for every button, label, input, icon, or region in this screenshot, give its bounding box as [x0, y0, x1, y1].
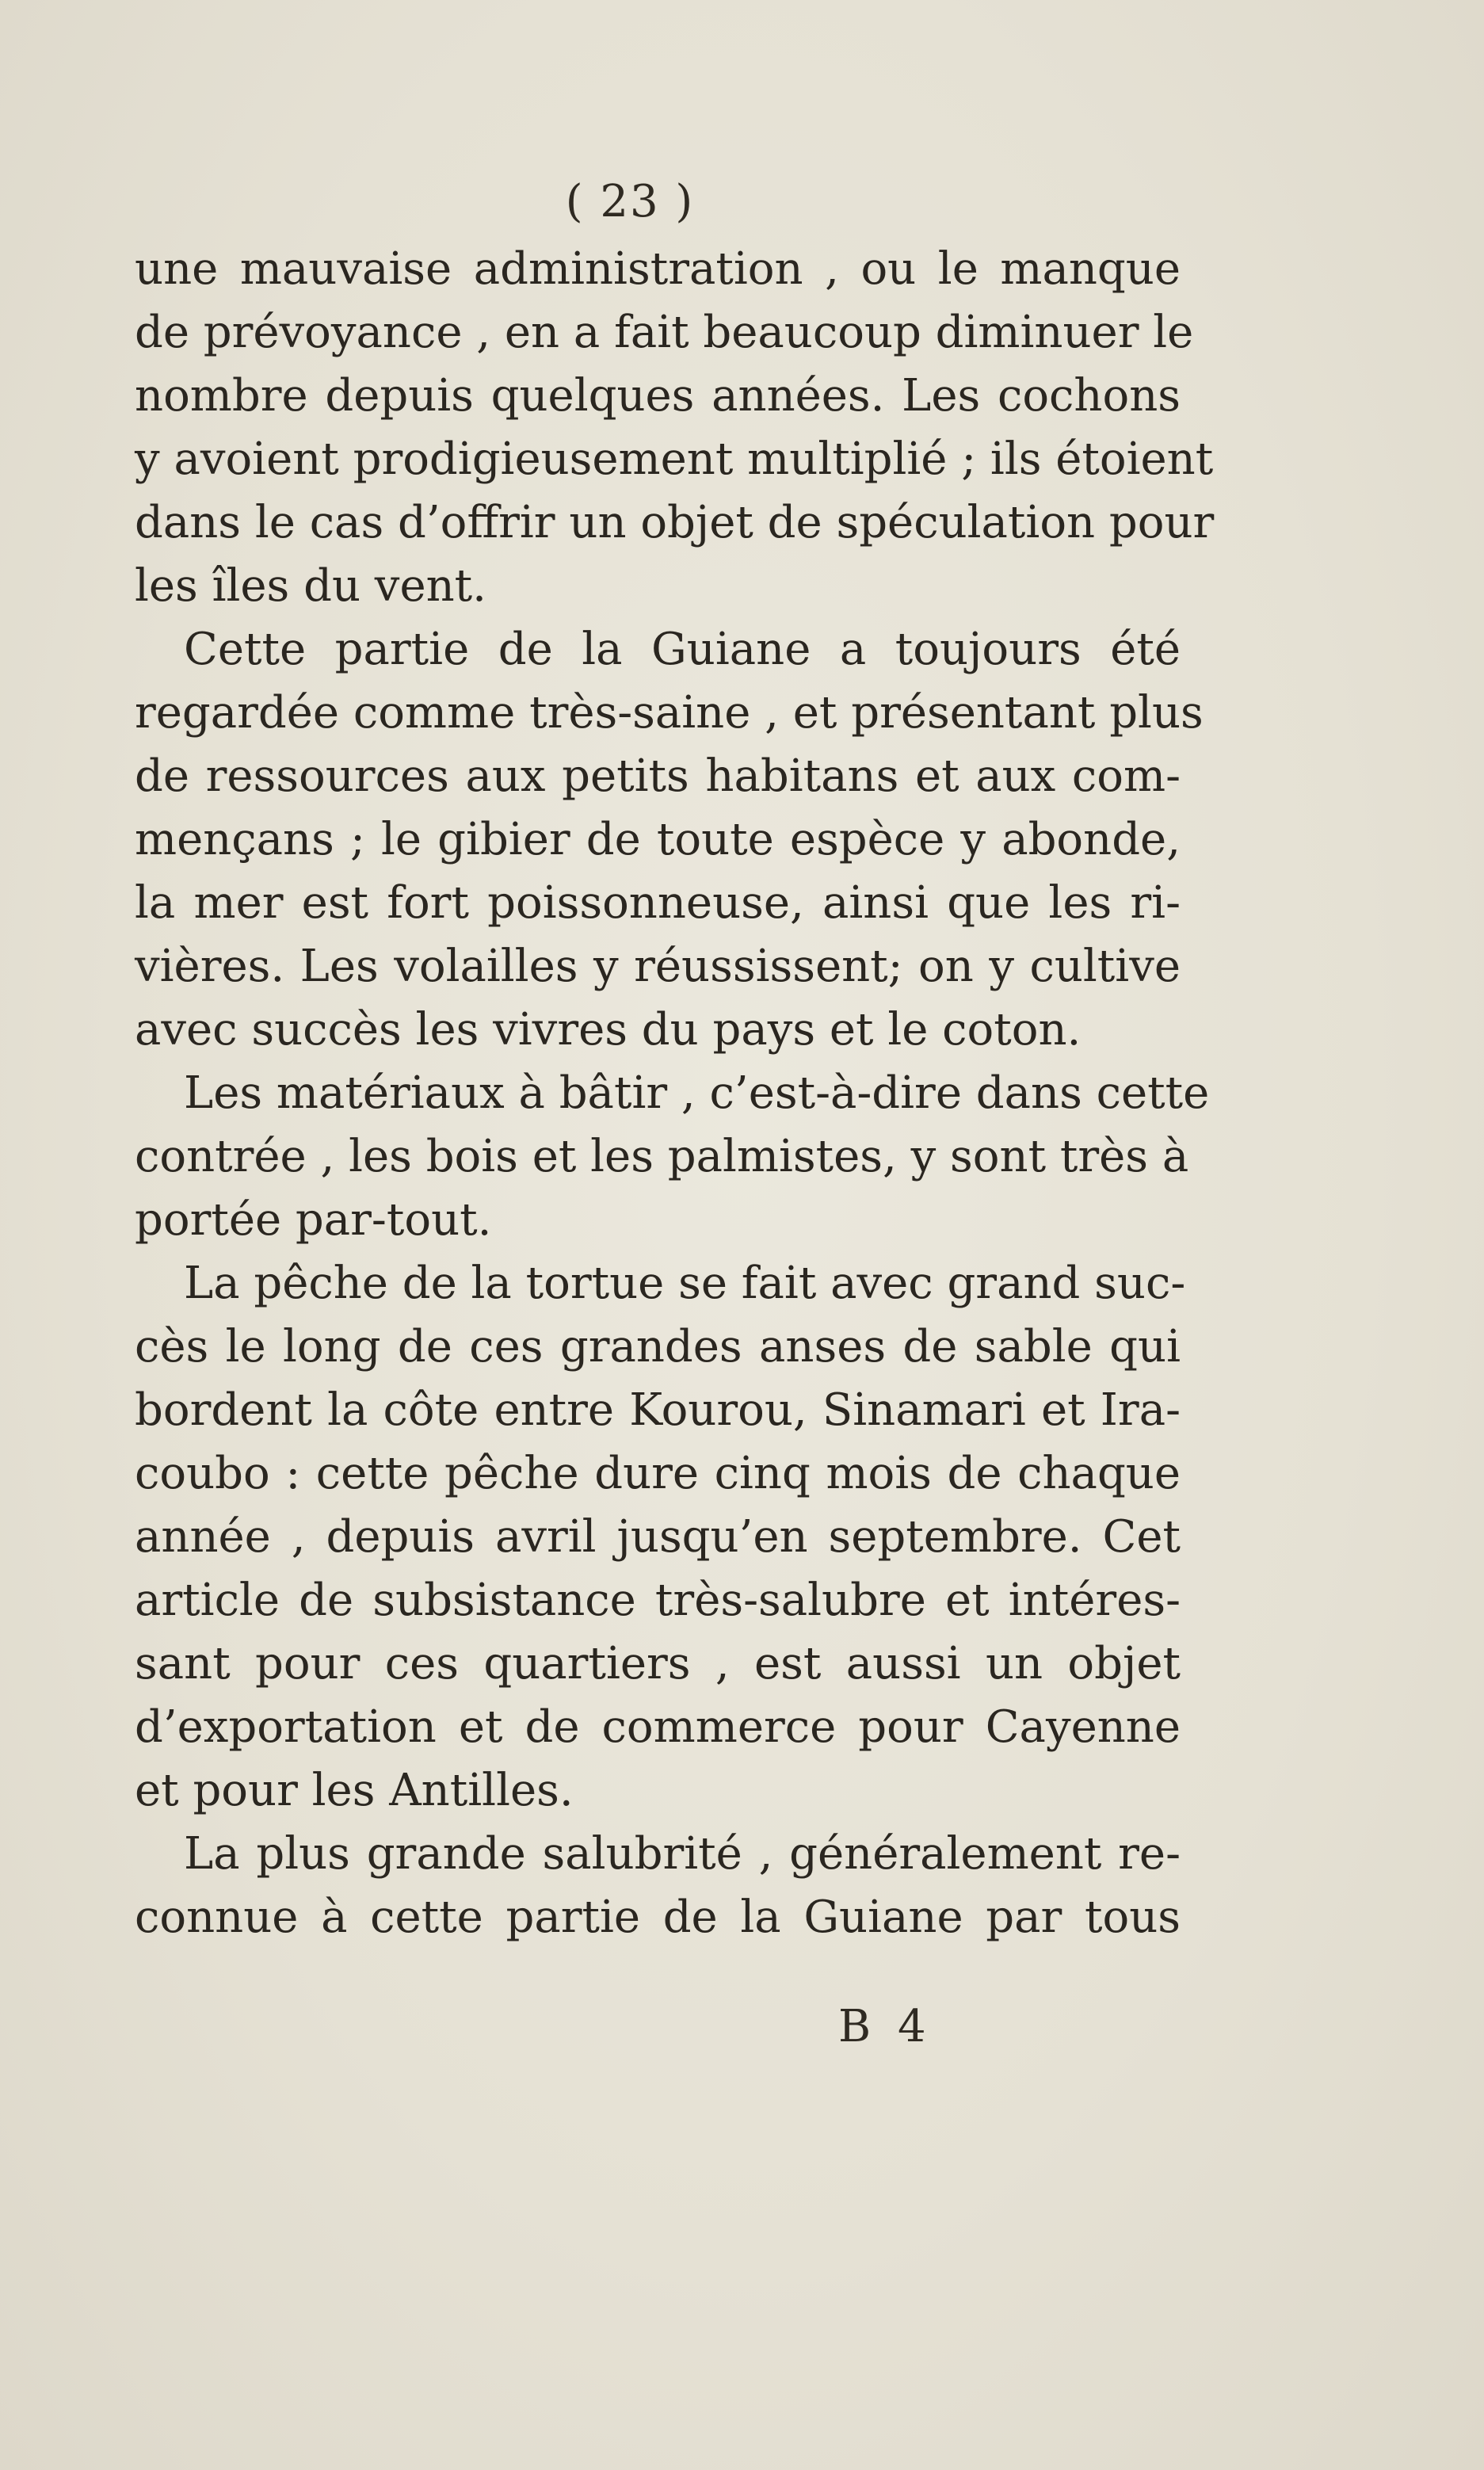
page-number: ( 23 ): [565, 176, 695, 227]
text-line: y avoient prodigieusement multiplié ; ils étoient: [135, 433, 1214, 485]
text-line: de prévoyance , en a fait beaucoup diminuer le: [135, 307, 1194, 358]
text-line: une mauvaise administration , ou le manque: [135, 243, 1181, 295]
text-line: La plus grande salubrité , généralement re-: [184, 1828, 1181, 1880]
text-line: connue à cette partie de la Guiane par tous: [135, 1892, 1181, 1943]
text-line: portée par-tout.: [135, 1194, 492, 1246]
text-line: et pour les Antilles.: [135, 1765, 574, 1816]
text-line: coubo : cette pêche dure cinq mois de chaque: [135, 1448, 1181, 1499]
text-line: contrée , les bois et les palmistes, y sont très à: [135, 1131, 1189, 1182]
text-line: dans le cas d’offrir un objet de spéculation pour: [135, 497, 1215, 548]
text-line: mençans ; le gibier de toute espèce y abonde,: [135, 814, 1181, 865]
text-line: regardée comme très-saine , et présentant plus: [135, 687, 1204, 739]
text-line: d’exportation et de commerce pour Cayenne: [135, 1701, 1181, 1753]
text-line: sant pour ces quartiers , est aussi un objet: [135, 1638, 1181, 1689]
text-line: nombre depuis quelques années. Les cochons: [135, 370, 1181, 422]
text-line: la mer est fort poissonneuse, ainsi que les ri-: [135, 877, 1181, 929]
text-line: cès le long de ces grandes anses de sable qui: [135, 1321, 1181, 1372]
text-line: les îles du vent.: [135, 560, 486, 612]
text-line: Cette partie de la Guiane a toujours été: [184, 624, 1181, 675]
signature-mark: B 4: [838, 2001, 933, 2052]
text-line: article de subsistance très-salubre et intéres-: [135, 1575, 1181, 1626]
text-line: vières. Les volailles y réussissent; on y cultive: [135, 941, 1181, 992]
text-line: année , depuis avril jusqu’en septembre. Cet: [135, 1511, 1181, 1563]
text-line: Les matériaux à bâtir , c’est-à-dire dans cette: [184, 1067, 1210, 1119]
text-line: La pêche de la tortue se fait avec grand suc-: [184, 1258, 1186, 1309]
text-line: de ressources aux petits habitans et aux com-: [135, 750, 1181, 802]
text-line: bordent la côte entre Kourou, Sinamari et Ira-: [135, 1384, 1181, 1436]
text-line: avec succès les vivres du pays et le coton.: [135, 1004, 1082, 1056]
body-text: [135, 238, 1215, 1949]
